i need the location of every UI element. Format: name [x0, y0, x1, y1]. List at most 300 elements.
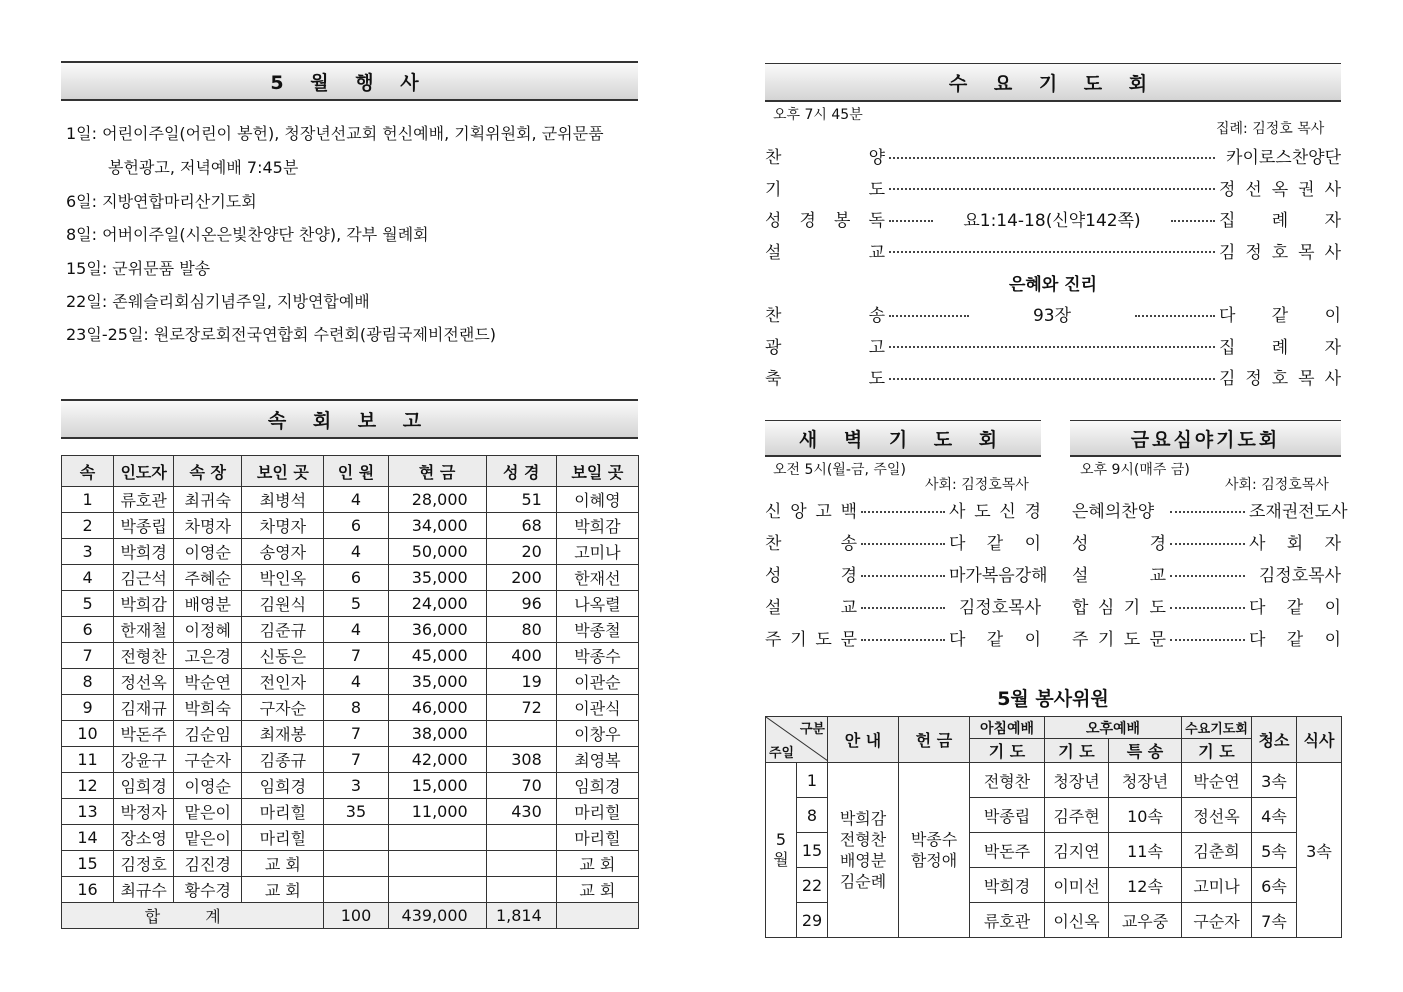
week-cell: 1 [797, 763, 828, 798]
glyph: 정 [1219, 179, 1236, 200]
program-person [1219, 238, 1341, 263]
morning-prayer-cell: 전형찬 [970, 763, 1045, 798]
program-row [765, 143, 1341, 168]
column-header: 인도자 [114, 456, 174, 487]
program-person [949, 593, 1041, 618]
table-cell: 최귀숙 [174, 487, 242, 513]
table-cell: 마리힐 [242, 825, 324, 851]
event-text: 존웨슬리회심기념주일, 지방연합예배 [112, 292, 370, 311]
glyph: 양 [868, 148, 885, 168]
total-people: 100 [324, 903, 388, 929]
table-cell: 42,000 [388, 747, 486, 773]
glyph: 호 [1271, 369, 1289, 389]
glyph: 심 [1097, 598, 1115, 618]
table-cell: 박인옥 [242, 565, 324, 591]
column-header: 보일 곳 [556, 456, 638, 487]
glyph: 집 [1219, 337, 1236, 358]
program-label [765, 593, 857, 618]
clean-cell: 6속 [1252, 868, 1297, 903]
leader-dots [1170, 607, 1245, 609]
leader-dots [861, 639, 945, 641]
program-person [1249, 593, 1341, 618]
table-row [62, 851, 639, 877]
week-cell: 15 [797, 833, 828, 868]
leader-dots [1170, 511, 1245, 513]
table-cell: 34,000 [388, 513, 486, 539]
column-header: 속 장 [174, 456, 242, 487]
table-cell: 김근석 [114, 565, 174, 591]
table-cell: 박희숙 [174, 695, 242, 721]
table-row [62, 591, 639, 617]
table-cell: 6 [324, 565, 388, 591]
program-label [765, 238, 885, 263]
table-cell [324, 851, 388, 877]
program-person [949, 625, 1041, 650]
table-cell: 11 [62, 747, 114, 773]
program-label [1072, 561, 1166, 586]
table-row [62, 799, 639, 825]
program-label [765, 206, 885, 231]
glyph: 문 [1149, 630, 1166, 650]
wednesday-prayer-cell: 박순연 [1182, 763, 1252, 798]
table-cell: 46,000 [388, 695, 486, 721]
program-row [765, 625, 1041, 650]
header-gubun: 구분 [799, 722, 825, 737]
table-cell: 4 [324, 487, 388, 513]
table-cell: 200 [486, 565, 556, 591]
glyph: 앙 [790, 502, 807, 522]
table-cell: 김종규 [242, 747, 324, 773]
program-person [1219, 175, 1341, 200]
glyph: 성 [765, 211, 782, 231]
table-cell: 김재규 [114, 695, 174, 721]
glyph: 사 [1324, 242, 1341, 263]
program-row [765, 593, 1041, 618]
glyph: 권 [1298, 179, 1315, 200]
volunteers-table [765, 716, 1342, 938]
glyph: 송 [868, 306, 885, 326]
glyph: 광 [765, 337, 782, 358]
table-cell: 차명자 [242, 513, 324, 539]
volunteers-title: 5월 봉사위원 [997, 688, 1109, 710]
leader-dots [889, 378, 1215, 380]
afternoon-prayer-cell: 이미선 [1045, 868, 1109, 903]
glyph: 합 [1072, 598, 1089, 618]
table-cell: 3 [324, 773, 388, 799]
glyph: 고 [815, 502, 832, 522]
table-cell: 6 [324, 513, 388, 539]
glyph: 이 [1324, 306, 1341, 326]
header-afternoon: 오후예배 [1045, 717, 1182, 739]
program-label [765, 625, 857, 650]
table-cell: 고미나 [556, 539, 638, 565]
event-day: 15일: [66, 259, 113, 278]
table-cell: 임희경 [114, 773, 174, 799]
event-day: 23일-25일: [66, 325, 154, 344]
morning-prayer-cell: 박돈주 [970, 833, 1045, 868]
event-item [66, 256, 210, 279]
glyph: 축 [765, 369, 782, 389]
table-cell: 8 [62, 669, 114, 695]
program-row [765, 175, 1341, 200]
table-row [62, 825, 639, 851]
table-cell: 강윤구 [114, 747, 174, 773]
table-cell: 박희감 [114, 591, 174, 617]
table-cell: 최규수 [114, 877, 174, 903]
table-cell: 96 [486, 591, 556, 617]
glyph: 경 [1024, 502, 1041, 522]
month-cell [766, 763, 797, 938]
table-cell: 김순임 [174, 721, 242, 747]
table-cell: 한재선 [556, 565, 638, 591]
table-cell [486, 721, 556, 747]
table-cell: 35,000 [388, 669, 486, 695]
glyph: 찬 [765, 534, 782, 554]
table-cell: 430 [486, 799, 556, 825]
event-item [66, 289, 370, 312]
event-day: 6일: [66, 192, 103, 211]
table-cell: 구순자 [174, 747, 242, 773]
program-row [765, 238, 1341, 263]
table-cell: 16 [62, 877, 114, 903]
friday-leader: 사회: 김정호목사 [1225, 477, 1329, 493]
program-label [765, 561, 857, 586]
clean-cell: 4속 [1252, 798, 1297, 833]
table-cell: 박순연 [174, 669, 242, 695]
glyph: 교 [1149, 566, 1166, 586]
glyph: 성 [765, 566, 782, 586]
glyph: 도 [1149, 598, 1166, 618]
glyph: 김 [1219, 242, 1236, 263]
program-person [1249, 625, 1341, 650]
table-cell: 72 [486, 695, 556, 721]
table-cell: 36,000 [388, 617, 486, 643]
table-cell [486, 877, 556, 903]
event-text: 원로장로회전국연합회 수련회(광림국제비전랜드) [153, 325, 497, 344]
header-wednesday-prayer: 기 도 [1182, 739, 1252, 763]
text: 마가복음강해 [949, 566, 1048, 586]
table-cell: 3 [62, 539, 114, 565]
wednesday-prayer-cell: 정선옥 [1182, 798, 1252, 833]
wednesday-prayer-cell: 김춘희 [1182, 833, 1252, 868]
cell-report-table [61, 455, 639, 929]
program-label [1072, 497, 1166, 522]
glyph: 회 [1286, 534, 1304, 554]
glyph: 례 [1271, 211, 1289, 231]
event-item [108, 155, 298, 178]
glyph: 집 [1219, 211, 1236, 231]
glyph: 주 [765, 630, 782, 650]
table-cell: 전인자 [242, 669, 324, 695]
table-cell: 임희경 [556, 773, 638, 799]
table-cell: 80 [486, 617, 556, 643]
program-label [1072, 593, 1166, 618]
table-cell: 맡은이 [174, 799, 242, 825]
table-cell: 나옥렬 [556, 591, 638, 617]
table-cell: 13 [62, 799, 114, 825]
glyph: 김 [1219, 369, 1236, 389]
morning-prayer-cell: 류호관 [970, 903, 1045, 938]
table-cell: 최재봉 [242, 721, 324, 747]
table-cell: 류호관 [114, 487, 174, 513]
program-label [1072, 529, 1166, 554]
glyph: 정 [1245, 242, 1262, 263]
table-cell: 최영복 [556, 747, 638, 773]
column-header: 보인 곳 [242, 456, 324, 487]
text: 김정호목사 [1258, 566, 1341, 586]
friday-header [1070, 420, 1341, 457]
table-cell [388, 825, 486, 851]
table-cell: 8 [324, 695, 388, 721]
glyph: 같 [986, 630, 1004, 650]
program-label [765, 333, 885, 358]
header-week: 주일 [769, 746, 795, 761]
glyph: 고 [868, 337, 885, 358]
table-cell: 전형찬 [114, 643, 174, 669]
glyph: 설 [1072, 566, 1089, 586]
table-cell: 김정호 [114, 851, 174, 877]
table-cell [324, 825, 388, 851]
header-guide: 안 내 [828, 717, 899, 763]
wednesday-prayer-cell: 고미나 [1182, 868, 1252, 903]
total-label: 합 계 [62, 903, 324, 929]
table-cell: 4 [324, 539, 388, 565]
glyph: 찬 [765, 306, 782, 326]
program-person [1219, 333, 1341, 358]
glyph: 주 [1072, 630, 1089, 650]
table-cell: 최병석 [242, 487, 324, 513]
glyph: 신 [765, 502, 782, 522]
glyph: 교 [840, 598, 857, 618]
table-cell: 14 [62, 825, 114, 851]
diagonal-header-cell [766, 717, 828, 763]
glyph: 도 [868, 179, 885, 200]
afternoon-prayer-cell: 청장년 [1045, 763, 1109, 798]
program-person [1249, 529, 1341, 554]
program-label [765, 364, 885, 389]
glyph: 자 [1324, 211, 1341, 231]
clean-cell: 5속 [1252, 833, 1297, 868]
glyph: 송 [840, 534, 857, 554]
table-cell: 7 [324, 643, 388, 669]
table-cell [388, 851, 486, 877]
program-person [949, 529, 1041, 554]
table-cell [486, 851, 556, 877]
offering-cell: 박종수 함정애 [899, 763, 970, 938]
wednesday-prayer-cell: 구순자 [1182, 903, 1252, 938]
event-day: 22일: [66, 292, 113, 311]
column-header: 속 [62, 456, 114, 487]
total-offering: 439,000 [388, 903, 486, 929]
table-cell: 38,000 [388, 721, 486, 747]
week-cell: 8 [797, 798, 828, 833]
program-row [765, 333, 1341, 358]
glyph: 독 [868, 211, 885, 231]
glyph: 성 [1072, 534, 1089, 554]
cell-report-header [61, 399, 638, 439]
table-cell: 교 회 [242, 851, 324, 877]
glyph: 같 [1271, 306, 1289, 326]
glyph: 자 [1324, 534, 1341, 554]
leader-dots [1171, 220, 1215, 222]
program-person [949, 561, 1048, 586]
program-label [765, 175, 885, 200]
table-cell: 10 [62, 721, 114, 747]
afternoon-special-cell: 12속 [1109, 868, 1182, 903]
table-cell: 7 [324, 747, 388, 773]
glyph: 설 [765, 598, 782, 618]
glyph: 기 [1097, 630, 1115, 650]
table-cell: 4 [324, 617, 388, 643]
table-cell: 구자순 [242, 695, 324, 721]
month-text: 5 월 [773, 830, 789, 869]
event-item [66, 322, 496, 345]
glyph: 도 [815, 630, 832, 650]
glyph: 다 [1249, 598, 1266, 618]
dawn-leader: 사회: 김정호목사 [925, 477, 1029, 493]
program-person [1249, 561, 1341, 586]
column-header: 성 경 [486, 456, 556, 487]
event-item [66, 189, 257, 212]
afternoon-prayer-cell: 이신옥 [1045, 903, 1109, 938]
event-text: 어버이주일(시온은빛찬양단 찬양), 각부 월례회 [102, 225, 429, 244]
glyph: 이 [1324, 630, 1341, 650]
leader-dots [861, 543, 945, 545]
meal-cell: 3속 [1297, 763, 1342, 938]
table-cell: 장소영 [114, 825, 174, 851]
leader-dots [889, 220, 933, 222]
table-cell: 이혜영 [556, 487, 638, 513]
column-header: 인 원 [324, 456, 388, 487]
table-row [62, 539, 639, 565]
table-cell: 송영자 [242, 539, 324, 565]
event-item [66, 222, 429, 245]
table-cell: 이영순 [174, 539, 242, 565]
glyph: 이 [1324, 598, 1341, 618]
wednesday-title: 수 요 기 도 회 [948, 72, 1158, 95]
leader-dots [1135, 315, 1215, 317]
afternoon-special-cell: 10속 [1109, 798, 1182, 833]
table-cell: 2 [62, 513, 114, 539]
table-cell: 35 [324, 799, 388, 825]
leader-dots [889, 188, 1215, 190]
table-row [766, 763, 1342, 798]
table-cell: 20 [486, 539, 556, 565]
program-person [1219, 143, 1341, 168]
table-cell: 12 [62, 773, 114, 799]
glyph: 같 [986, 534, 1004, 554]
table-cell: 35,000 [388, 565, 486, 591]
table-cell: 15,000 [388, 773, 486, 799]
wednesday-header [765, 63, 1341, 102]
program-label [765, 529, 857, 554]
table-cell: 이영순 [174, 773, 242, 799]
glyph: 사 [1324, 179, 1341, 200]
afternoon-special-cell: 11속 [1109, 833, 1182, 868]
table-row [62, 877, 639, 903]
table-cell: 고은경 [174, 643, 242, 669]
table-cell: 400 [486, 643, 556, 669]
table-row [62, 747, 639, 773]
table-row [62, 487, 639, 513]
glyph: 례 [1271, 337, 1289, 358]
table-cell: 45,000 [388, 643, 486, 669]
afternoon-special-cell: 교우중 [1109, 903, 1182, 938]
table-cell: 24,000 [388, 591, 486, 617]
leader-dots [889, 251, 1215, 253]
morning-prayer-cell: 박희경 [970, 868, 1045, 903]
may-events-header [61, 61, 638, 101]
table-cell: 김준규 [242, 617, 324, 643]
table-cell: 11,000 [388, 799, 486, 825]
total-empty [556, 903, 638, 929]
glyph: 찬 [765, 148, 782, 168]
glyph: 목 [1298, 369, 1315, 389]
glyph: 문 [840, 630, 857, 650]
glyph: 자 [1324, 337, 1341, 358]
table-cell: 임희경 [242, 773, 324, 799]
table-cell: 박정자 [114, 799, 174, 825]
table-cell: 박희경 [114, 539, 174, 565]
dawn-time: 오전 5시(월-금, 주일) [773, 462, 906, 478]
table-cell: 주혜순 [174, 565, 242, 591]
header-morning-prayer: 기 도 [970, 739, 1045, 763]
afternoon-prayer-cell: 김주현 [1045, 798, 1109, 833]
glyph: 호 [1271, 242, 1289, 263]
header-afternoon-special: 특 송 [1109, 739, 1182, 763]
table-cell: 교 회 [556, 851, 638, 877]
glyph: 이 [1024, 534, 1041, 554]
event-day: 1일: [66, 124, 103, 143]
program-row [1072, 529, 1341, 554]
glyph: 신 [999, 502, 1016, 522]
table-cell: 차명자 [174, 513, 242, 539]
leader-dots [1170, 639, 1245, 641]
program-row [1072, 625, 1341, 650]
program-row [765, 364, 1341, 389]
table-cell: 박종립 [114, 513, 174, 539]
glyph: 도 [868, 369, 885, 389]
table-cell: 박종수 [556, 643, 638, 669]
afternoon-prayer-cell: 김지연 [1045, 833, 1109, 868]
glyph: 기 [1123, 598, 1141, 618]
leader-dots [861, 575, 945, 577]
text: 김정호목사 [958, 598, 1041, 618]
glyph: 사 [949, 502, 966, 522]
total-row [62, 903, 639, 929]
friday-title: 금요심야기도회 [1130, 428, 1281, 451]
guide-cell: 박희감 전형찬 배영분 김순례 [828, 763, 899, 938]
header-offering: 헌 금 [899, 717, 970, 763]
table-cell: 김진경 [174, 851, 242, 877]
glyph: 백 [840, 502, 857, 522]
program-row [765, 497, 1041, 522]
leader-dots [1170, 543, 1245, 545]
table-cell: 배영분 [174, 591, 242, 617]
program-row [1072, 593, 1341, 618]
glyph: 봉 [834, 211, 851, 231]
table-cell: 이창우 [556, 721, 638, 747]
program-row [1072, 497, 1348, 522]
table-cell: 한재철 [114, 617, 174, 643]
header-morning: 아침예배 [970, 717, 1045, 739]
glyph: 목 [1298, 242, 1315, 263]
program-person [1219, 301, 1341, 326]
program-person [1219, 364, 1341, 389]
table-cell: 박돈주 [114, 721, 174, 747]
glyph: 기 [765, 179, 782, 200]
event-item [66, 121, 604, 144]
